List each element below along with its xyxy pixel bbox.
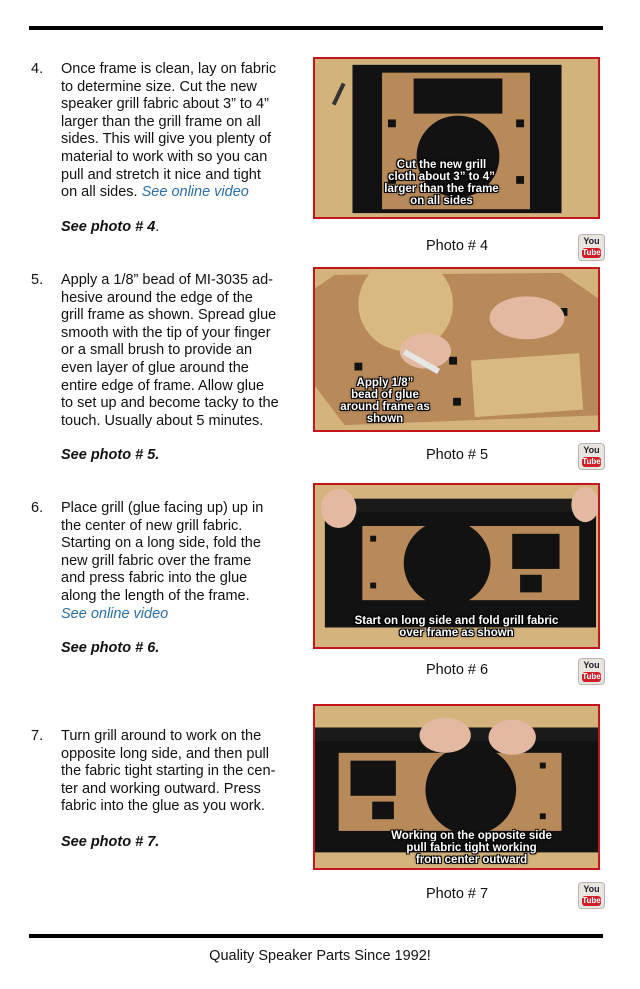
youtube-icon[interactable]: You Tube	[578, 658, 605, 685]
step-number: 4.	[31, 61, 44, 77]
step-number: 7.	[31, 728, 44, 744]
photo-label: Photo # 5	[426, 447, 489, 463]
photo-caption: Working on the opposite side pull fabric tight working from center outward	[391, 830, 552, 866]
step-text: Turn grill around to work on the opposite long side, and then pull the fabric tight starting in the cen- ter and working outward. Press fabric into the glue as you work.	[61, 728, 276, 815]
photo-caption: Start on long side and fold grill fabric over frame as shown	[354, 615, 559, 639]
photo-caption: Cut the new grill cloth about 3” to 4” larger than the frame on all sides	[384, 159, 499, 207]
bottom-rule	[29, 934, 603, 938]
photo-label: Photo # 7	[426, 886, 489, 902]
online-video-link[interactable]: See online video	[141, 184, 249, 201]
see-photo-ref: See photo # 4.	[61, 219, 160, 235]
footer-tagline: Quality Speaker Parts Since 1992!	[209, 948, 431, 964]
step-number: 6.	[31, 500, 44, 516]
photo-caption: Apply 1/8” bead of glue around frame as shown	[340, 377, 430, 425]
top-rule	[29, 26, 603, 30]
youtube-icon[interactable]: You Tube	[578, 443, 605, 470]
photo-label: Photo # 4	[426, 238, 489, 254]
youtube-icon[interactable]: You Tube	[578, 234, 605, 261]
photo-7	[313, 704, 600, 870]
photo-4	[313, 57, 600, 219]
see-photo-ref: See photo # 5.	[61, 447, 160, 463]
youtube-icon[interactable]: You Tube	[578, 882, 605, 909]
step-number: 5.	[31, 272, 44, 288]
photo-6	[313, 483, 600, 649]
step-text: Place grill (glue facing up) up in the center of new grill fabric. Starting on a long side, fold the new grill fabric over the frame and press fabric into the glue along the length of the frame. See online video	[61, 500, 306, 623]
online-video-link[interactable]: See online video	[61, 605, 169, 622]
step-text: Once frame is clean, lay on fabric to determine size. Cut the new speaker grill fabric about 3” to 4” larger than the grill frame on all sides. This will give you plenty of material to work with so you can pull and stretch it nice and tight on all sides. See online video	[61, 61, 277, 201]
photo-label: Photo # 6	[426, 662, 489, 678]
see-photo-ref: See photo # 6.	[61, 640, 160, 656]
see-photo-ref: See photo # 7.	[61, 834, 160, 850]
step-text: Apply a 1/8” bead of MI-3035 ad- hesive around the edge of the grill frame as shown. Spread glue smooth with the tip of your finger or a small brush to provide an even layer of glue around the entire edge of frame. Allow glue to set up and become tacky to the touch. Usually about 5 minutes.	[61, 272, 279, 429]
photo-5	[313, 267, 600, 432]
